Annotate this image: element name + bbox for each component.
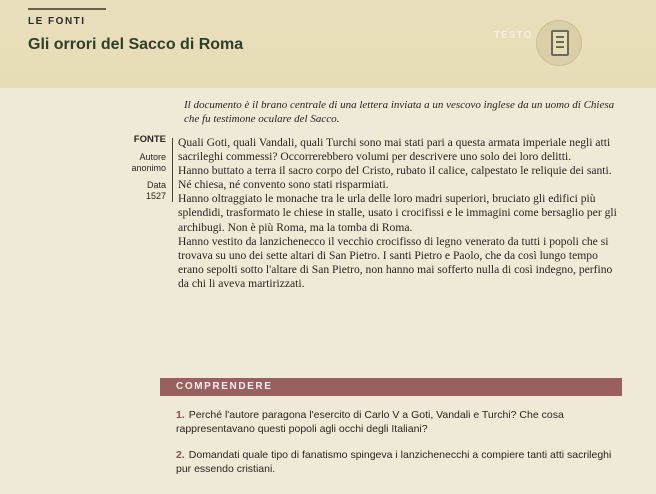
paragraph-2: Hanno buttato a terra il sacro corpo del Cristo, rubato il calice, calpestato le reliquie dei santi. <box>178 164 612 178</box>
paragraph-4: Hanno oltraggiato le monache tra le urla delle loro madri superiori, bruciato gli edifici più splendidi, trasformato le chiese in stalle, usato i crocifissi e le immagini come bersaglio per gli archibugi. Non è più Roma, ma la tomba di Roma. <box>178 192 617 234</box>
data-label: Data <box>146 180 166 190</box>
question-2-text: Domandati quale tipo di fanatismo spingeva i lanzichenecchi a compiere tanti atti sacrileghi pur essendo cristiani. <box>176 449 612 475</box>
data-value: 1527 <box>145 191 166 201</box>
question-2-number: 2. <box>176 449 185 461</box>
page-title: Gli orrori del Sacco di Roma <box>28 36 244 53</box>
document-icon <box>551 30 569 56</box>
source-divider <box>172 138 173 202</box>
paragraph-5: Hanno vestito da lanzichenecco il vecchio crocifisso di legno venerato da tutti i popoli che si trovava su uno dei sette altari di San Pietro. I santi Pietro e Paolo, che da così lungo tempo erano sepolti sotto l'altare di San Pietro, non hanno mai sofferto nulla di così indegno, perfino da chi li aveva martirizzati. <box>178 234 613 290</box>
source-text <box>178 136 618 291</box>
autore-value: anonimo <box>131 163 166 173</box>
question-2 <box>176 448 626 476</box>
comprendere-label: COMPRENDERE <box>176 381 273 392</box>
paragraph-3: Né chiesa, né convento sono stati risparmiati. <box>178 178 389 192</box>
autore-label: Autore <box>139 152 166 162</box>
paragraph-1: Quali Goti, quali Vandali, quali Turchi sono mai stati pari a questa armata imperiale negli atti sacrileghi commessi? Occorrerebbero volumi per descrivere uno solo dei loro delitti. <box>178 136 611 164</box>
testo-label: TESTO <box>494 30 533 41</box>
question-1-text: Perché l'autore paragona l'esercito di Carlo V a Goti, Vandali e Turchi? Che cosa rappresentavano questi popoli agli occhi degli Italiani? <box>176 409 564 435</box>
question-1 <box>176 408 626 436</box>
fonte-label: FONTE <box>133 134 166 145</box>
header-rule <box>28 8 106 10</box>
question-1-number: 1. <box>176 409 185 421</box>
section-tag: LE FONTI <box>28 16 86 27</box>
intro-text: Il documento è il brano centrale di una lettera inviata a un vescovo inglese da un uomo di Chiesa che fu testimone oculare del Sacco. <box>184 99 615 125</box>
